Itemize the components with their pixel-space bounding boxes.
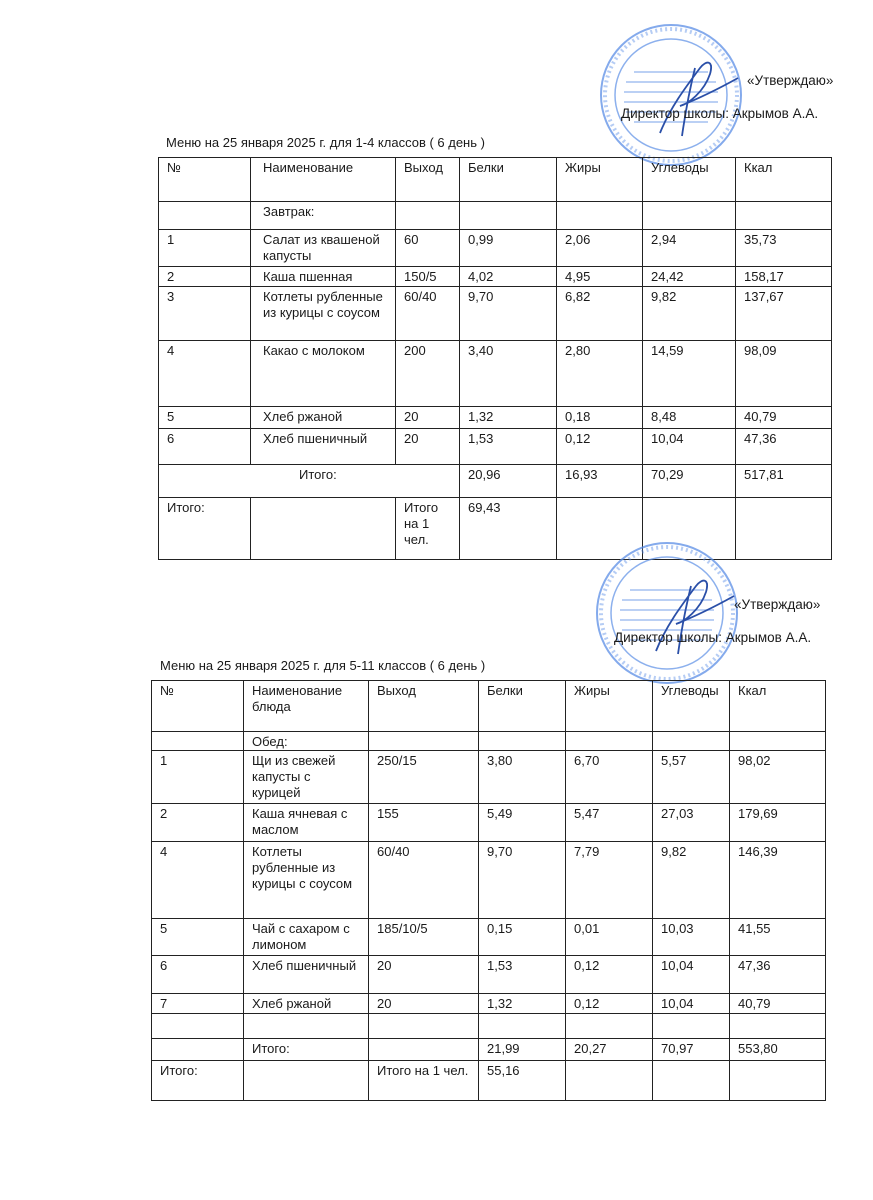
header-row xyxy=(152,681,826,732)
table-row xyxy=(159,230,832,267)
director-signature-2 xyxy=(636,566,746,661)
col-header-protein: Белки xyxy=(460,158,557,202)
row-name: Салат из квашеной капусты xyxy=(251,230,396,267)
grand-total-label: Итого: xyxy=(152,1061,244,1101)
table-row xyxy=(152,751,826,804)
row-name: Котлеты рубленные из курицы с соусом xyxy=(244,842,369,919)
row-fat: 0,01 xyxy=(566,919,653,956)
row-kcal: 98,02 xyxy=(730,751,826,804)
col-header-carbs: Углеводы xyxy=(653,681,730,732)
row-carbs: 10,04 xyxy=(653,956,730,994)
per-person-value: 55,16 xyxy=(479,1061,566,1101)
col-header-protein: Белки xyxy=(479,681,566,732)
table-row xyxy=(152,919,826,956)
row-num: 6 xyxy=(152,956,244,994)
subtotal-kcal: 553,80 xyxy=(730,1039,826,1061)
menu-table-secondary xyxy=(151,680,826,1101)
approval-label: «Утверждаю» xyxy=(734,597,821,612)
row-kcal: 98,09 xyxy=(736,341,832,407)
section-row xyxy=(152,732,826,751)
subtotal-row xyxy=(159,465,832,498)
row-name: Какао с молоком xyxy=(251,341,396,407)
row-kcal: 40,79 xyxy=(730,994,826,1014)
row-carbs: 14,59 xyxy=(643,341,736,407)
col-header-num: № xyxy=(152,681,244,732)
subtotal-fat: 16,93 xyxy=(557,465,643,498)
row-protein: 5,49 xyxy=(479,804,566,842)
row-kcal: 35,73 xyxy=(736,230,832,267)
row-fat: 5,47 xyxy=(566,804,653,842)
row-carbs: 8,48 xyxy=(643,407,736,429)
subtotal-kcal: 517,81 xyxy=(736,465,832,498)
row-fat: 0,12 xyxy=(557,429,643,465)
row-num: 2 xyxy=(159,267,251,287)
row-protein: 1,32 xyxy=(479,994,566,1014)
row-out: 185/10/5 xyxy=(369,919,479,956)
school-seal-1 xyxy=(596,20,746,170)
col-header-kcal: Ккал xyxy=(730,681,826,732)
row-protein: 1,53 xyxy=(460,429,557,465)
section-row xyxy=(159,202,832,230)
row-name: Котлеты рубленные из курицы с соусом xyxy=(251,287,396,341)
row-carbs: 9,82 xyxy=(653,842,730,919)
col-header-name: Наименование блюда xyxy=(244,681,369,732)
approval-label: «Утверждаю» xyxy=(747,73,834,88)
row-num: 6 xyxy=(159,429,251,465)
row-out: 250/15 xyxy=(369,751,479,804)
row-out: 20 xyxy=(369,956,479,994)
row-fat: 0,12 xyxy=(566,994,653,1014)
row-out: 60 xyxy=(396,230,460,267)
table-row xyxy=(152,956,826,994)
row-name: Хлеб пшеничный xyxy=(251,429,396,465)
row-fat: 4,95 xyxy=(557,267,643,287)
per-person-label: Итого на 1 чел. xyxy=(369,1061,479,1101)
row-num: 7 xyxy=(152,994,244,1014)
col-header-kcal: Ккал xyxy=(736,158,832,202)
row-out: 155 xyxy=(369,804,479,842)
row-name: Хлеб пшеничный xyxy=(244,956,369,994)
school-seal-2 xyxy=(592,538,742,688)
row-protein: 9,70 xyxy=(479,842,566,919)
row-out: 60/40 xyxy=(396,287,460,341)
section-label: Завтрак: xyxy=(251,202,396,230)
empty-row xyxy=(152,1014,826,1039)
row-num: 2 xyxy=(152,804,244,842)
row-kcal: 47,36 xyxy=(730,956,826,994)
row-kcal: 40,79 xyxy=(736,407,832,429)
table-row xyxy=(152,804,826,842)
row-num: 4 xyxy=(152,842,244,919)
director-line: Директор школы: Акрымов А.А. xyxy=(621,106,819,121)
col-header-name: Наименование xyxy=(251,158,396,202)
col-header-num: № xyxy=(159,158,251,202)
col-header-out: Выход xyxy=(369,681,479,732)
menu-title: Меню на 25 января 2025 г. для 1-4 классов ( 6 день ) xyxy=(166,135,485,150)
row-out: 200 xyxy=(396,341,460,407)
row-protein: 1,53 xyxy=(479,956,566,994)
director-line: Директор школы: Акрымов А.А. xyxy=(614,630,812,645)
director-signature-1 xyxy=(640,48,750,143)
col-header-fat: Жиры xyxy=(566,681,653,732)
row-carbs: 10,03 xyxy=(653,919,730,956)
row-name: Хлеб ржаной xyxy=(251,407,396,429)
grand-total-row xyxy=(152,1061,826,1101)
row-kcal: 47,36 xyxy=(736,429,832,465)
row-protein: 3,80 xyxy=(479,751,566,804)
subtotal-protein: 20,96 xyxy=(460,465,557,498)
per-person-value: 69,43 xyxy=(460,498,557,560)
row-carbs: 10,04 xyxy=(643,429,736,465)
row-kcal: 158,17 xyxy=(736,267,832,287)
table-row xyxy=(152,994,826,1014)
row-name: Чай с сахаром с лимоном xyxy=(244,919,369,956)
row-protein: 0,99 xyxy=(460,230,557,267)
col-header-carbs: Углеводы xyxy=(643,158,736,202)
row-num: 4 xyxy=(159,341,251,407)
row-kcal: 137,67 xyxy=(736,287,832,341)
col-header-fat: Жиры xyxy=(557,158,643,202)
row-protein: 1,32 xyxy=(460,407,557,429)
row-num: 5 xyxy=(159,407,251,429)
row-carbs: 10,04 xyxy=(653,994,730,1014)
table-row xyxy=(152,842,826,919)
row-fat: 0,12 xyxy=(566,956,653,994)
grand-total-label: Итого: xyxy=(159,498,251,560)
row-out: 20 xyxy=(396,429,460,465)
row-fat: 0,18 xyxy=(557,407,643,429)
subtotal-label: Итого: xyxy=(159,465,460,498)
grand-total-row xyxy=(159,498,832,560)
subtotal-fat: 20,27 xyxy=(566,1039,653,1061)
row-kcal: 41,55 xyxy=(730,919,826,956)
table-row xyxy=(159,267,832,287)
row-carbs: 27,03 xyxy=(653,804,730,842)
header-row xyxy=(159,158,832,202)
menu-table-primary xyxy=(158,157,832,560)
subtotal-carbs: 70,29 xyxy=(643,465,736,498)
row-kcal: 179,69 xyxy=(730,804,826,842)
table-row xyxy=(159,287,832,341)
table-row xyxy=(159,407,832,429)
row-num: 3 xyxy=(159,287,251,341)
row-name: Каша пшенная xyxy=(251,267,396,287)
subtotal-protein: 21,99 xyxy=(479,1039,566,1061)
subtotal-label: Итого: xyxy=(244,1039,369,1061)
section-label: Обед: xyxy=(244,732,369,751)
row-fat: 2,06 xyxy=(557,230,643,267)
row-fat: 7,79 xyxy=(566,842,653,919)
row-carbs: 5,57 xyxy=(653,751,730,804)
row-carbs: 2,94 xyxy=(643,230,736,267)
col-header-out: Выход xyxy=(396,158,460,202)
subtotal-row xyxy=(152,1039,826,1061)
row-name: Хлеб ржаной xyxy=(244,994,369,1014)
row-fat: 2,80 xyxy=(557,341,643,407)
row-name: Щи из свежей капусты с курицей xyxy=(244,751,369,804)
row-protein: 0,15 xyxy=(479,919,566,956)
row-out: 150/5 xyxy=(396,267,460,287)
row-protein: 4,02 xyxy=(460,267,557,287)
row-carbs: 24,42 xyxy=(643,267,736,287)
table-row xyxy=(159,341,832,407)
per-person-label: Итого на 1 чел. xyxy=(396,498,460,560)
row-fat: 6,70 xyxy=(566,751,653,804)
row-num: 5 xyxy=(152,919,244,956)
row-num: 1 xyxy=(152,751,244,804)
row-out: 60/40 xyxy=(369,842,479,919)
row-out: 20 xyxy=(396,407,460,429)
subtotal-carbs: 70,97 xyxy=(653,1039,730,1061)
row-name: Каша ячневая с маслом xyxy=(244,804,369,842)
row-carbs: 9,82 xyxy=(643,287,736,341)
table-row xyxy=(159,429,832,465)
row-protein: 9,70 xyxy=(460,287,557,341)
row-kcal: 146,39 xyxy=(730,842,826,919)
row-protein: 3,40 xyxy=(460,341,557,407)
menu-title: Меню на 25 января 2025 г. для 5-11 классов ( 6 день ) xyxy=(160,658,486,673)
row-fat: 6,82 xyxy=(557,287,643,341)
row-num: 1 xyxy=(159,230,251,267)
row-out: 20 xyxy=(369,994,479,1014)
